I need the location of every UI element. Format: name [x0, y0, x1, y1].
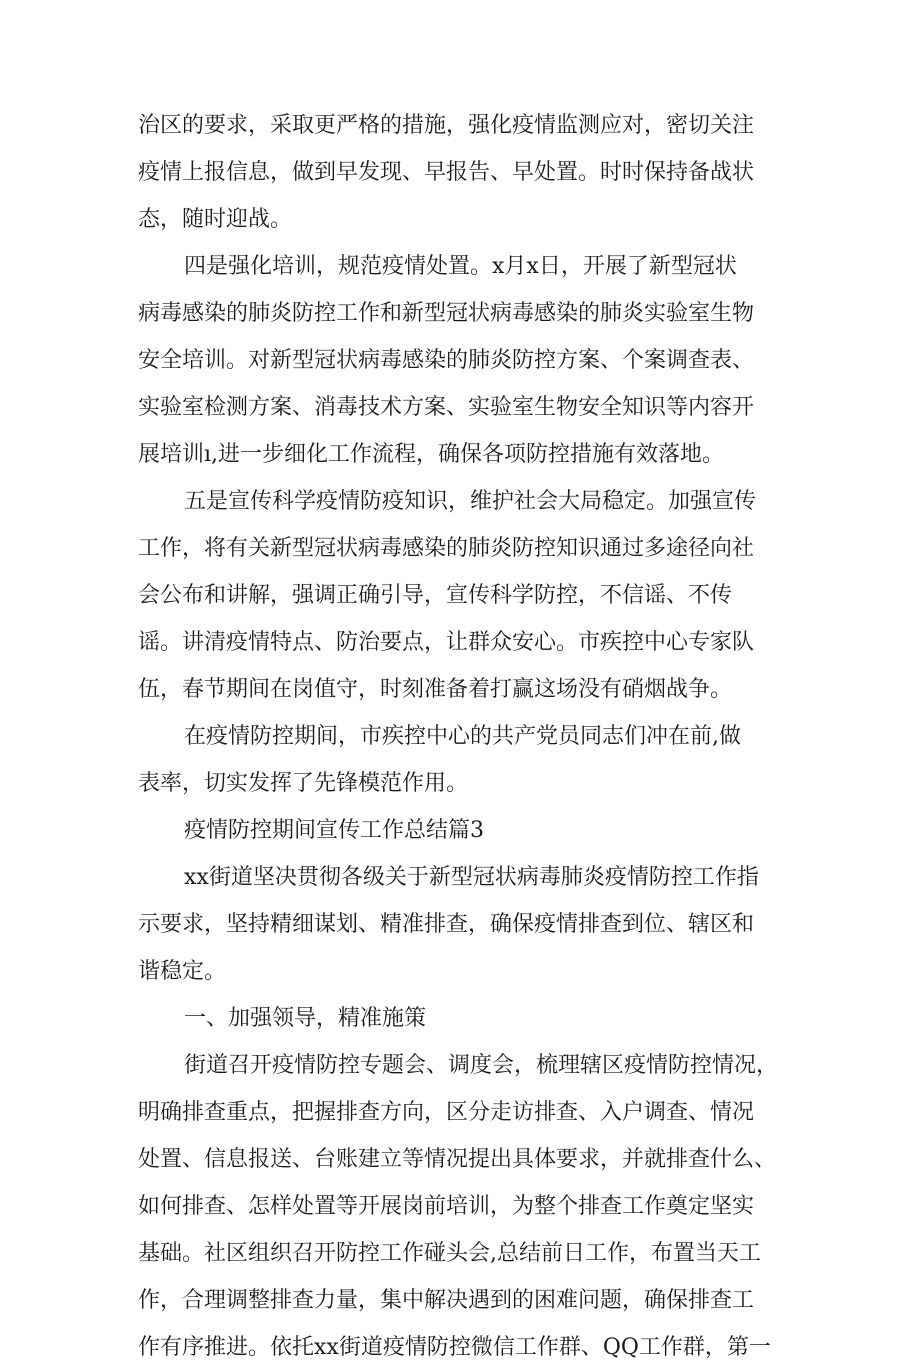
- text-line: 如何排查、怎样处置等开展岗前培训，为整个排查工作奠定坚实: [138, 1194, 755, 1219]
- text-line: 作有序推进。依托xx街道疫情防控微信工作群、QQ工作群，第一: [138, 1335, 771, 1360]
- document-body: [138, 102, 798, 1371]
- text-line: 病毒感染的肺炎防控工作和新型冠状病毒感染的肺炎实验室生物: [138, 301, 755, 326]
- text-line: 表率，切实发挥了先锋模范作用。: [138, 771, 469, 796]
- text-line: 治区的要求，采取更严格的措施，强化疫情监测应对，密切关注: [138, 113, 755, 138]
- text-line: 作，合理调整排查力量，集中解决遇到的困难问题，确保排查工: [138, 1288, 755, 1313]
- paragraph-start-line: xx街道坚决贯彻各级关于新型冠状病毒肺炎疫情防控工作指: [184, 865, 759, 890]
- text-line: 明确排查重点，把握排查方向，区分走访排查、入户调查、情况: [138, 1100, 755, 1125]
- text-line: 谣。讲清疫情特点、防治要点，让群众安心。市疾控中心专家队: [138, 630, 755, 655]
- text-line: 示要求，坚持精细谋划、精准排查，确保疫情排查到位、辖区和: [138, 912, 755, 937]
- paragraph-start-line: 在疫情防控期间，市疾控中心的共产党员同志们冲在前,做: [184, 724, 741, 749]
- text-line: 基础。社区组织召开防控工作碰头会,总结前日工作，布置当天工: [138, 1241, 761, 1266]
- paragraph-start-line: 五是宣传科学疫情防疫知识，维护社会大局稳定。加强宣传: [184, 489, 757, 514]
- text-line: 会公布和讲解，强调正确引导，宣传科学防控，不信谣、不传: [138, 583, 733, 608]
- text-line: 处置、信息报送、台账建立等情况提出具体要求，并就排查什么、: [138, 1147, 777, 1172]
- text-line: 实验室检测方案、消毒技术方案、实验室生物安全知识等内容开: [138, 395, 755, 420]
- text-line: 疫情上报信息，做到早发现、早报告、早处置。时时保持备战状: [138, 160, 755, 185]
- text-line: 态，随时迎战。: [138, 207, 293, 232]
- section-title: 疫情防控期间宣传工作总结篇3: [184, 818, 484, 843]
- text-line: 伍，春节期间在岗值守，时刻准备着打赢这场没有硝烟战争。: [138, 677, 733, 702]
- paragraph-start-line: 街道召开疫情防控专题会、调度会，梳理辖区疫情防控情况，: [184, 1053, 779, 1078]
- text-line: 展培训ı,进一步细化工作流程，确保各项防控措施有效落地。: [138, 442, 725, 467]
- subsection-heading: 一、加强领导，精准施策: [184, 1006, 427, 1031]
- text-line: 谐稳定。: [138, 959, 227, 984]
- text-line: 安全培训。对新型冠状病毒感染的肺炎防控方案、个案调查表、: [138, 348, 755, 373]
- paragraph-start-line: 四是强化培训，规范疫情处置。x月x日，开展了新型冠状: [184, 254, 737, 279]
- text-line: 工作，将有关新型冠状病毒感染的肺炎防控知识通过多途径向社: [138, 536, 755, 561]
